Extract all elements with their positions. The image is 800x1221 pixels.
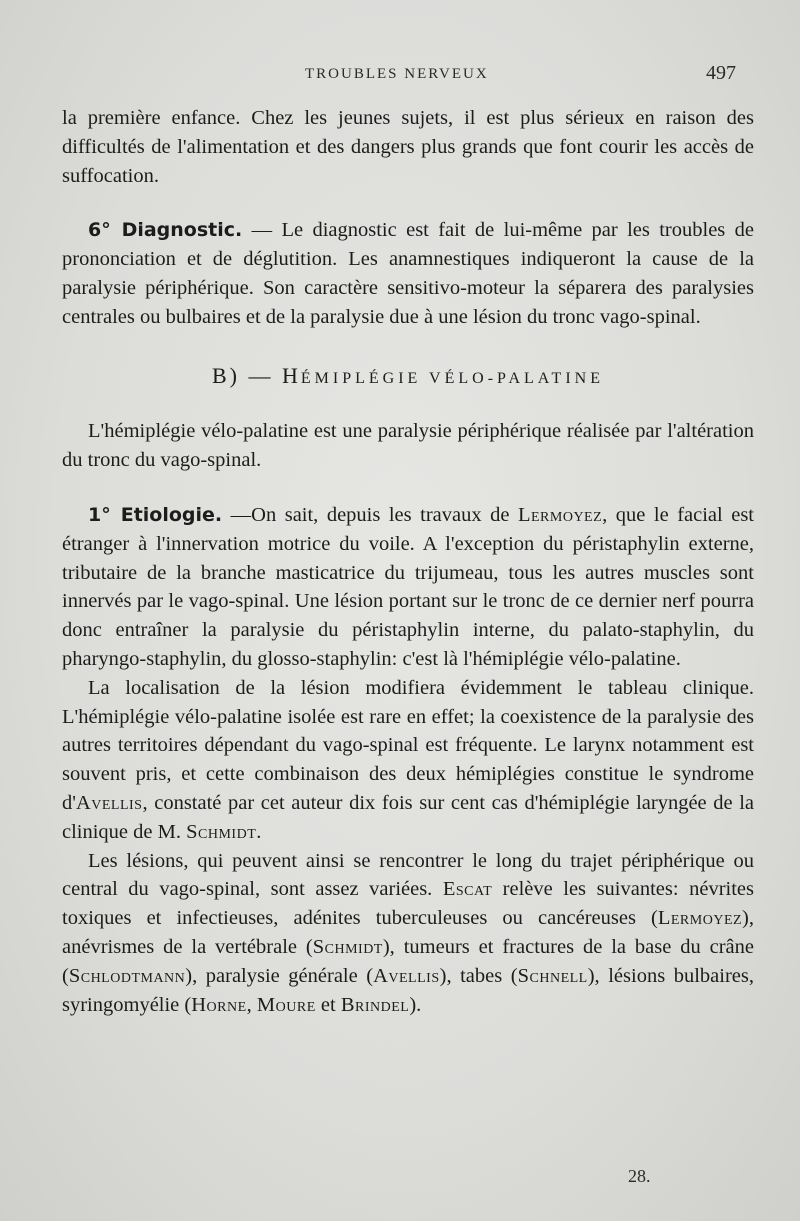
running-title: TROUBLES NERVEUX bbox=[305, 66, 489, 82]
author-schmidt: Schmidt bbox=[186, 820, 257, 843]
lesions-text-7: ), lésions bulbaires, syringomyélie ( bbox=[62, 964, 754, 1016]
author-schnell: Schnell bbox=[517, 964, 588, 987]
page-header bbox=[0, 60, 800, 90]
author-avellis-2: Avellis bbox=[373, 964, 440, 987]
author-lermoyez: Lermoyez bbox=[517, 503, 603, 526]
localisation-text-2: , constaté par cet auteur dix fois sur cent cas d'hémiplégie laryngée de la clinique de M. bbox=[62, 791, 754, 843]
lesions-text-3: ), anévrismes de la vertébrale ( bbox=[62, 907, 754, 958]
paragraph-diagnostic bbox=[62, 216, 754, 331]
localisation-text-1: La localisation de la lésion modifiera évidemment le tableau clinique. L'hémiplégie vélo-palatine isolée est rare en effet; la coexistence de la paralysie des autres territoires dépendant du vago-spinal est fréquente. Le larynx notamment est souvent pris, et cette combinaison des deux hémiplégies constitue le syndrome d' bbox=[62, 676, 754, 814]
lesions-text-10: ). bbox=[409, 993, 422, 1016]
lesions-text-4: ), tumeurs et fractures de la base du crâne ( bbox=[62, 935, 754, 987]
etiologie-heading: 1° Etiologie. bbox=[88, 503, 223, 526]
diagnostic-heading: 6° Diagnostic. bbox=[88, 219, 243, 242]
lesions-text-1: Les lésions, qui peuvent ainsi se rencontrer le long du trajet périphérique ou central du vago-spinal, sont assez variées. bbox=[62, 849, 754, 901]
lesions-text-8: , bbox=[246, 993, 257, 1016]
lesions-text-6: ), tabes ( bbox=[439, 964, 518, 987]
etiologie-text-1: —On sait, depuis les travaux de bbox=[222, 503, 518, 526]
section-rest: ÉMIPLÉGIE VÉLO-PALATINE bbox=[300, 369, 604, 387]
author-horne: Horne bbox=[191, 993, 247, 1016]
paragraph-definition: L'hémiplégie vélo-palatine est une paralysie périphérique réalisée par l'altération du tronc du vago-spinal. bbox=[62, 420, 754, 472]
diagnostic-text: — Le diagnostic est fait de lui-même par les troubles de prononciation et de déglutition. Les anamnestiques indiqueront la cause de la paralysie périphérique. Son caractère sensitivo-moteur la séparera des paralysies centrales ou bulbaires et de la paralysie due à une lésion du tronc vago-spinal. bbox=[62, 219, 754, 328]
section-prefix: B) — bbox=[212, 362, 282, 388]
author-lermoyez-2: Lermoyez bbox=[657, 907, 743, 930]
section-cap: H bbox=[282, 362, 301, 388]
lesions-text-5: ), paralysie générale ( bbox=[185, 964, 374, 987]
page-number: 497 bbox=[706, 62, 736, 84]
author-brindel: Brindel bbox=[340, 993, 410, 1016]
author-moure: Moure bbox=[256, 993, 316, 1016]
paragraph-lesions bbox=[62, 847, 754, 1020]
body-text bbox=[62, 104, 754, 1019]
signature-mark: 28. bbox=[628, 1166, 651, 1186]
section-title bbox=[62, 362, 754, 394]
paragraph-localisation bbox=[62, 674, 754, 847]
lesions-text-9: et bbox=[315, 993, 341, 1016]
localisation-text-3: . bbox=[256, 820, 262, 843]
etiologie-text-2: , que le facial est étranger à l'innervation motrice du voile. A l'exception du péristaphylin externe, tributaire de la branche masticatrice du trijumeau, tous les autres muscles sont innervés par le vago-spinal. Une lésion portant sur le tronc de ce dernier nerf pourra donc entraîner la paralysie du péristaphylin interne, du palato-staphylin, du pharyngo-staphylin, du glosso-staphylin: c'est là l'hémiplégie vélo-palatine. bbox=[62, 503, 754, 670]
author-escat: Escat bbox=[442, 878, 493, 901]
paragraph-etiologie bbox=[62, 501, 754, 674]
paragraph-continuation: la première enfance. Chez les jeunes sujets, il est plus sérieux en raison des difficultés de l'alimentation et des dangers plus grands que font courir les accès de suffocation. bbox=[62, 107, 754, 187]
author-avellis: Avellis bbox=[75, 791, 143, 814]
author-schlodtmann: Schlodtmann bbox=[68, 964, 186, 987]
lesions-text-2: relève les suivantes: névrites toxiques et infectieuses, adénites tuberculeuses ou cancéreuses ( bbox=[62, 878, 754, 930]
author-schmidt-2: Schmidt bbox=[312, 935, 383, 958]
